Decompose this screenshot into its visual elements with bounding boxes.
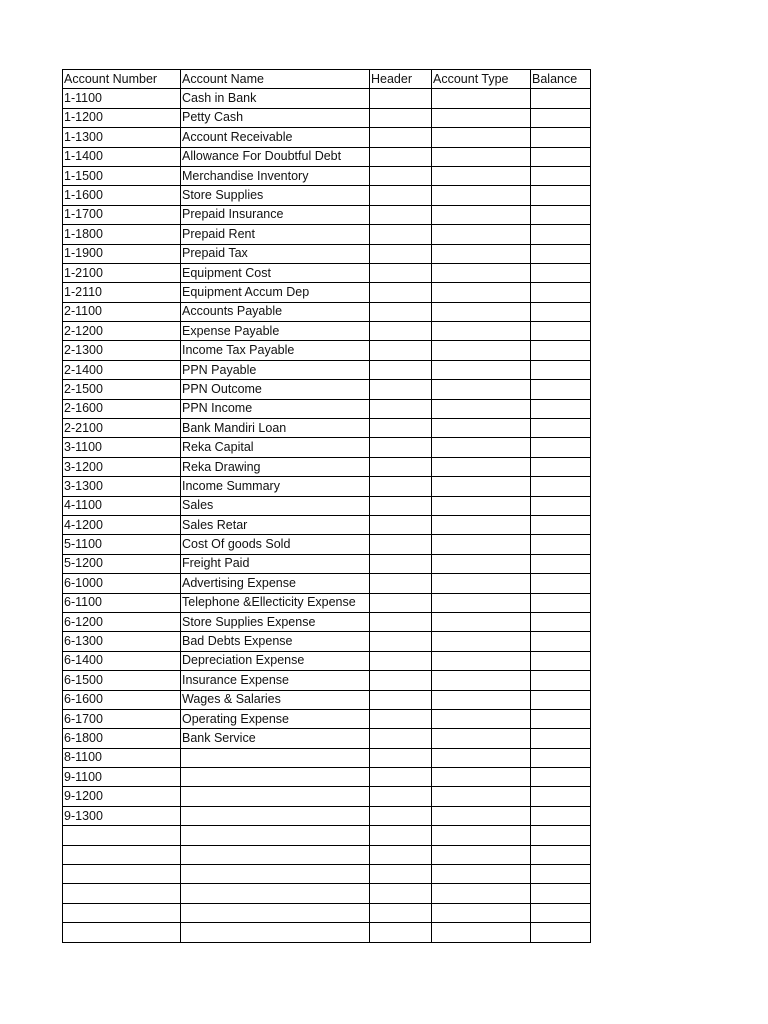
- account-type-cell: [432, 671, 531, 690]
- header-cell: [370, 787, 432, 806]
- account-number-cell: 2-2100: [63, 419, 181, 438]
- header-cell: [370, 341, 432, 360]
- balance-cell: [531, 341, 591, 360]
- balance-cell: [531, 380, 591, 399]
- account-type-cell: [432, 787, 531, 806]
- balance-cell: [531, 535, 591, 554]
- account-number-cell: [63, 923, 181, 942]
- balance-cell: [531, 554, 591, 573]
- account-number-cell: 1-1700: [63, 205, 181, 224]
- header-cell: [370, 263, 432, 282]
- account-type-cell: [432, 380, 531, 399]
- column-header-balance: Balance: [531, 70, 591, 89]
- account-name-cell: [181, 826, 370, 845]
- account-number-cell: 2-1600: [63, 399, 181, 418]
- account-number-cell: 3-1100: [63, 438, 181, 457]
- column-header-header: Header: [370, 70, 432, 89]
- account-type-cell: [432, 865, 531, 884]
- account-number-cell: 5-1200: [63, 554, 181, 573]
- table-row: [63, 419, 591, 438]
- account-type-cell: [432, 186, 531, 205]
- account-number-cell: 6-1300: [63, 632, 181, 651]
- balance-cell: [531, 205, 591, 224]
- table-row: [63, 205, 591, 224]
- account-name-cell: Merchandise Inventory: [181, 166, 370, 185]
- balance-cell: [531, 729, 591, 748]
- account-name-cell: [181, 787, 370, 806]
- account-name-cell: Store Supplies: [181, 186, 370, 205]
- table-row: [63, 748, 591, 767]
- balance-cell: [531, 651, 591, 670]
- account-number-cell: 6-1500: [63, 671, 181, 690]
- table-row: [63, 923, 591, 942]
- header-cell: [370, 690, 432, 709]
- account-type-cell: [432, 225, 531, 244]
- account-name-cell: Wages & Salaries: [181, 690, 370, 709]
- column-header-account-number: Account Number: [63, 70, 181, 89]
- account-name-cell: Equipment Cost: [181, 263, 370, 282]
- account-number-cell: 1-1400: [63, 147, 181, 166]
- balance-cell: [531, 593, 591, 612]
- balance-cell: [531, 360, 591, 379]
- balance-cell: [531, 515, 591, 534]
- balance-cell: [531, 457, 591, 476]
- account-name-cell: Expense Payable: [181, 322, 370, 341]
- account-type-cell: [432, 748, 531, 767]
- table-row: [63, 729, 591, 748]
- balance-cell: [531, 166, 591, 185]
- account-type-cell: [432, 128, 531, 147]
- table-row: [63, 612, 591, 631]
- account-type-cell: [432, 515, 531, 534]
- balance-cell: [531, 748, 591, 767]
- balance-cell: [531, 147, 591, 166]
- account-name-cell: Cash in Bank: [181, 89, 370, 108]
- account-type-cell: [432, 360, 531, 379]
- table-row: [63, 593, 591, 612]
- account-name-cell: Reka Drawing: [181, 457, 370, 476]
- balance-cell: [531, 438, 591, 457]
- account-name-cell: Bank Service: [181, 729, 370, 748]
- balance-cell: [531, 865, 591, 884]
- account-name-cell: [181, 845, 370, 864]
- table-row: [63, 438, 591, 457]
- table-row: [63, 787, 591, 806]
- balance-cell: [531, 283, 591, 302]
- account-type-cell: [432, 457, 531, 476]
- header-cell: [370, 399, 432, 418]
- balance-cell: [531, 477, 591, 496]
- account-type-cell: [432, 612, 531, 631]
- balance-cell: [531, 399, 591, 418]
- account-number-cell: 6-1200: [63, 612, 181, 631]
- balance-cell: [531, 709, 591, 728]
- table-row: [63, 671, 591, 690]
- account-type-cell: [432, 554, 531, 573]
- account-number-cell: [63, 903, 181, 922]
- balance-cell: [531, 322, 591, 341]
- header-cell: [370, 515, 432, 534]
- balance-cell: [531, 89, 591, 108]
- balance-cell: [531, 690, 591, 709]
- account-name-cell: [181, 923, 370, 942]
- account-name-cell: Accounts Payable: [181, 302, 370, 321]
- account-name-cell: [181, 884, 370, 903]
- account-number-cell: 1-1900: [63, 244, 181, 263]
- account-number-cell: 1-1500: [63, 166, 181, 185]
- account-name-cell: Bank Mandiri Loan: [181, 419, 370, 438]
- account-number-cell: 2-1400: [63, 360, 181, 379]
- account-name-cell: Account Receivable: [181, 128, 370, 147]
- table-row: [63, 690, 591, 709]
- header-cell: [370, 302, 432, 321]
- account-type-cell: [432, 845, 531, 864]
- account-number-cell: 1-2100: [63, 263, 181, 282]
- table-row: [63, 360, 591, 379]
- header-cell: [370, 651, 432, 670]
- header-cell: [370, 147, 432, 166]
- account-type-cell: [432, 89, 531, 108]
- account-name-cell: Petty Cash: [181, 108, 370, 127]
- balance-cell: [531, 419, 591, 438]
- account-number-cell: 6-1800: [63, 729, 181, 748]
- header-cell: [370, 108, 432, 127]
- table-row: [63, 263, 591, 282]
- balance-cell: [531, 806, 591, 825]
- table-row: [63, 302, 591, 321]
- account-number-cell: [63, 884, 181, 903]
- account-type-cell: [432, 399, 531, 418]
- account-type-cell: [432, 709, 531, 728]
- table-row: [63, 632, 591, 651]
- account-name-cell: PPN Income: [181, 399, 370, 418]
- table-row: [63, 709, 591, 728]
- account-number-cell: 6-1400: [63, 651, 181, 670]
- header-cell: [370, 671, 432, 690]
- table-row: [63, 865, 591, 884]
- account-number-cell: 2-1200: [63, 322, 181, 341]
- header-cell: [370, 283, 432, 302]
- account-type-cell: [432, 108, 531, 127]
- account-name-cell: Insurance Expense: [181, 671, 370, 690]
- header-cell: [370, 826, 432, 845]
- account-type-cell: [432, 806, 531, 825]
- account-number-cell: 1-1600: [63, 186, 181, 205]
- account-name-cell: Freight Paid: [181, 554, 370, 573]
- header-cell: [370, 360, 432, 379]
- table-row: [63, 322, 591, 341]
- account-type-cell: [432, 651, 531, 670]
- account-number-cell: 1-2110: [63, 283, 181, 302]
- balance-cell: [531, 108, 591, 127]
- account-number-cell: 1-1100: [63, 89, 181, 108]
- table-row: [63, 535, 591, 554]
- balance-cell: [531, 787, 591, 806]
- table-row: [63, 225, 591, 244]
- account-number-cell: [63, 865, 181, 884]
- account-number-cell: 8-1100: [63, 748, 181, 767]
- account-name-cell: [181, 768, 370, 787]
- account-type-cell: [432, 477, 531, 496]
- account-name-cell: Reka Capital: [181, 438, 370, 457]
- table-row: [63, 147, 591, 166]
- table-row: [63, 496, 591, 515]
- table-body: [63, 89, 591, 942]
- balance-cell: [531, 768, 591, 787]
- account-number-cell: 1-1200: [63, 108, 181, 127]
- account-number-cell: 4-1100: [63, 496, 181, 515]
- header-cell: [370, 748, 432, 767]
- header-cell: [370, 166, 432, 185]
- header-cell: [370, 865, 432, 884]
- account-type-cell: [432, 826, 531, 845]
- header-cell: [370, 574, 432, 593]
- account-name-cell: Telephone &Ellecticity Expense: [181, 593, 370, 612]
- account-number-cell: 9-1300: [63, 806, 181, 825]
- header-cell: [370, 128, 432, 147]
- header-cell: [370, 225, 432, 244]
- account-number-cell: 6-1600: [63, 690, 181, 709]
- balance-cell: [531, 903, 591, 922]
- account-type-cell: [432, 147, 531, 166]
- account-name-cell: Depreciation Expense: [181, 651, 370, 670]
- account-number-cell: 9-1100: [63, 768, 181, 787]
- header-cell: [370, 496, 432, 515]
- balance-cell: [531, 923, 591, 942]
- balance-cell: [531, 186, 591, 205]
- table-row: [63, 186, 591, 205]
- account-number-cell: 5-1100: [63, 535, 181, 554]
- balance-cell: [531, 263, 591, 282]
- account-name-cell: [181, 903, 370, 922]
- account-number-cell: 2-1500: [63, 380, 181, 399]
- table-row: [63, 283, 591, 302]
- account-number-cell: [63, 845, 181, 864]
- account-name-cell: Prepaid Insurance: [181, 205, 370, 224]
- table-row: [63, 399, 591, 418]
- account-type-cell: [432, 593, 531, 612]
- account-number-cell: 9-1200: [63, 787, 181, 806]
- balance-cell: [531, 244, 591, 263]
- table-row: [63, 457, 591, 476]
- header-cell: [370, 923, 432, 942]
- account-type-cell: [432, 302, 531, 321]
- header-row: [63, 70, 591, 89]
- header-cell: [370, 806, 432, 825]
- account-type-cell: [432, 283, 531, 302]
- header-cell: [370, 89, 432, 108]
- account-type-cell: [432, 496, 531, 515]
- balance-cell: [531, 884, 591, 903]
- account-name-cell: PPN Payable: [181, 360, 370, 379]
- table-row: [63, 380, 591, 399]
- table-row: [63, 341, 591, 360]
- account-number-cell: 3-1300: [63, 477, 181, 496]
- account-name-cell: [181, 865, 370, 884]
- account-name-cell: Equipment Accum Dep: [181, 283, 370, 302]
- table-row: [63, 515, 591, 534]
- table-row: [63, 89, 591, 108]
- account-number-cell: 4-1200: [63, 515, 181, 534]
- account-name-cell: Allowance For Doubtful Debt: [181, 147, 370, 166]
- account-type-cell: [432, 166, 531, 185]
- header-cell: [370, 709, 432, 728]
- account-type-cell: [432, 322, 531, 341]
- account-type-cell: [432, 419, 531, 438]
- header-cell: [370, 729, 432, 748]
- account-type-cell: [432, 632, 531, 651]
- account-name-cell: Prepaid Tax: [181, 244, 370, 263]
- account-type-cell: [432, 341, 531, 360]
- table-row: [63, 768, 591, 787]
- table-row: [63, 826, 591, 845]
- balance-cell: [531, 671, 591, 690]
- header-cell: [370, 884, 432, 903]
- header-cell: [370, 322, 432, 341]
- account-name-cell: Sales: [181, 496, 370, 515]
- header-cell: [370, 903, 432, 922]
- header-cell: [370, 419, 432, 438]
- table-row: [63, 884, 591, 903]
- table-row: [63, 554, 591, 573]
- column-header-account-name: Account Name: [181, 70, 370, 89]
- account-number-cell: 2-1300: [63, 341, 181, 360]
- account-number-cell: 1-1300: [63, 128, 181, 147]
- account-type-cell: [432, 923, 531, 942]
- header-cell: [370, 186, 432, 205]
- header-cell: [370, 457, 432, 476]
- account-type-cell: [432, 263, 531, 282]
- account-type-cell: [432, 884, 531, 903]
- header-cell: [370, 205, 432, 224]
- table-row: [63, 574, 591, 593]
- balance-cell: [531, 612, 591, 631]
- account-name-cell: Advertising Expense: [181, 574, 370, 593]
- balance-cell: [531, 496, 591, 515]
- account-type-cell: [432, 903, 531, 922]
- table-row: [63, 108, 591, 127]
- account-name-cell: Sales Retar: [181, 515, 370, 534]
- table-row: [63, 244, 591, 263]
- header-cell: [370, 438, 432, 457]
- account-name-cell: Cost Of goods Sold: [181, 535, 370, 554]
- table-row: [63, 903, 591, 922]
- balance-cell: [531, 632, 591, 651]
- account-name-cell: Prepaid Rent: [181, 225, 370, 244]
- account-number-cell: 3-1200: [63, 457, 181, 476]
- account-number-cell: 6-1100: [63, 593, 181, 612]
- header-cell: [370, 768, 432, 787]
- account-number-cell: 2-1100: [63, 302, 181, 321]
- table-row: [63, 477, 591, 496]
- account-name-cell: Store Supplies Expense: [181, 612, 370, 631]
- account-name-cell: Operating Expense: [181, 709, 370, 728]
- header-cell: [370, 380, 432, 399]
- account-name-cell: PPN Outcome: [181, 380, 370, 399]
- account-number-cell: 6-1000: [63, 574, 181, 593]
- balance-cell: [531, 826, 591, 845]
- account-name-cell: [181, 806, 370, 825]
- table-row: [63, 166, 591, 185]
- account-type-cell: [432, 729, 531, 748]
- header-cell: [370, 593, 432, 612]
- account-name-cell: Bad Debts Expense: [181, 632, 370, 651]
- table-row: [63, 845, 591, 864]
- account-type-cell: [432, 438, 531, 457]
- table-row: [63, 651, 591, 670]
- chart-of-accounts-table: [62, 69, 591, 943]
- account-type-cell: [432, 205, 531, 224]
- header-cell: [370, 554, 432, 573]
- table-row: [63, 806, 591, 825]
- table-row: [63, 128, 591, 147]
- header-cell: [370, 244, 432, 263]
- account-type-cell: [432, 768, 531, 787]
- balance-cell: [531, 574, 591, 593]
- balance-cell: [531, 128, 591, 147]
- balance-cell: [531, 302, 591, 321]
- account-number-cell: 6-1700: [63, 709, 181, 728]
- header-cell: [370, 632, 432, 651]
- account-type-cell: [432, 244, 531, 263]
- account-number-cell: [63, 826, 181, 845]
- header-cell: [370, 535, 432, 554]
- account-name-cell: Income Summary: [181, 477, 370, 496]
- balance-cell: [531, 225, 591, 244]
- account-type-cell: [432, 690, 531, 709]
- account-type-cell: [432, 574, 531, 593]
- column-header-account-type: Account Type: [432, 70, 531, 89]
- balance-cell: [531, 845, 591, 864]
- account-number-cell: 1-1800: [63, 225, 181, 244]
- account-name-cell: [181, 748, 370, 767]
- account-type-cell: [432, 535, 531, 554]
- header-cell: [370, 612, 432, 631]
- account-name-cell: Income Tax Payable: [181, 341, 370, 360]
- header-cell: [370, 477, 432, 496]
- header-cell: [370, 845, 432, 864]
